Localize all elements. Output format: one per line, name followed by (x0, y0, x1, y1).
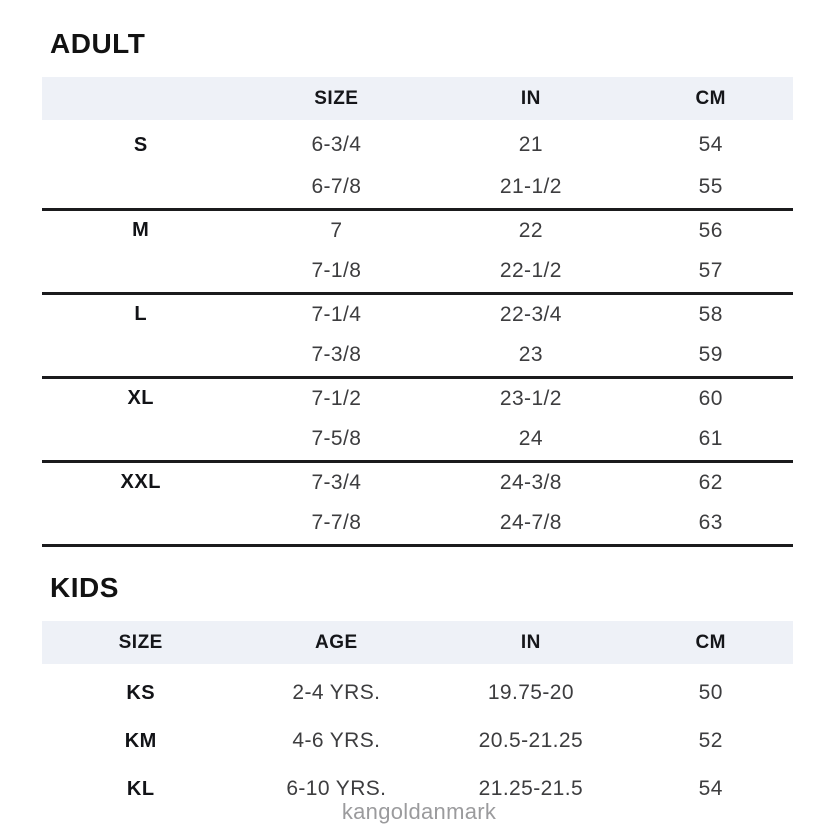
inches-value: 24 (518, 427, 543, 450)
watermark-text: kangoldanmark (341, 799, 497, 824)
table-row-s-1 (42, 124, 793, 166)
table-row-xxl-1 (42, 460, 793, 502)
inches-value: 22-1/2 (499, 259, 562, 282)
kids-section-title: KIDS (50, 572, 119, 603)
cm-value: 50 (698, 681, 723, 704)
hat-size-value: 7-3/8 (311, 343, 362, 366)
inches-value: 22 (518, 218, 543, 242)
inches-value: 21-1/2 (499, 175, 562, 198)
inches-value: 19.75-20 (487, 681, 574, 704)
table-row-m-2 (42, 250, 793, 292)
cm-value: 52 (698, 729, 723, 752)
cm-value: 61 (698, 427, 723, 450)
hat-size-value: 7-5/8 (311, 427, 362, 450)
kids-size-label-kl: KL (126, 777, 155, 800)
size-group-label-s: S (133, 133, 148, 156)
inches-value: 22-3/4 (499, 302, 562, 326)
adult-section-title: ADULT (50, 28, 146, 59)
cm-value: 62 (698, 470, 723, 494)
table-row-m-1 (42, 208, 793, 250)
inches-value: 21 (518, 133, 543, 156)
cm-value: 57 (698, 259, 723, 282)
inches-value: 23-1/2 (499, 386, 562, 410)
kids-table-body (42, 664, 793, 813)
age-value: 4-6 YRS. (292, 729, 381, 752)
size-group-label-m: M (132, 219, 150, 241)
kids-header-size: SIZE (118, 631, 163, 653)
hat-size-value: 6-3/4 (311, 133, 362, 156)
adult-header-in: IN (520, 87, 541, 109)
hat-size-value: 7-3/4 (311, 470, 362, 494)
hat-size-value: 7-7/8 (311, 511, 362, 534)
table-row-l-2 (42, 334, 793, 376)
hat-size-value: 7 (330, 218, 343, 242)
age-value: 6-10 YRS. (286, 777, 387, 800)
table-row-xl-1 (42, 376, 793, 418)
hat-size-value: 7-1/2 (311, 386, 362, 410)
hat-size-value: 6-7/8 (311, 175, 362, 198)
table-row-ks (42, 669, 793, 717)
kids-size-label-ks: KS (126, 681, 156, 704)
cm-value: 59 (698, 343, 723, 366)
adult-header-cm: CM (695, 87, 727, 109)
table-row-km (42, 717, 793, 765)
cm-value: 55 (698, 175, 723, 198)
kids-header-cm: CM (695, 631, 727, 653)
kids-header-in: IN (520, 631, 541, 653)
size-group-label-xxl: XXL (120, 471, 161, 493)
cm-value: 56 (698, 218, 723, 242)
inches-value: 24-3/8 (499, 470, 562, 494)
cm-value: 54 (698, 133, 723, 156)
table-row-xxl-2 (42, 502, 793, 544)
adult-table-header-row (42, 77, 793, 120)
cm-value: 58 (698, 302, 723, 326)
table-row-xl-2 (42, 418, 793, 460)
size-group-label-xl: XL (127, 387, 155, 409)
kids-table-header-row (42, 621, 793, 664)
inches-value: 20.5-21.25 (478, 729, 584, 752)
cm-value: 54 (698, 777, 723, 800)
adult-table-body (42, 120, 793, 544)
inches-value: 21.25-21.5 (478, 777, 584, 800)
kids-header-age: AGE (315, 631, 358, 653)
table-row-l-1 (42, 292, 793, 334)
adult-header-size: SIZE (314, 87, 359, 109)
age-value: 2-4 YRS. (292, 681, 381, 704)
hat-size-value: 7-1/4 (311, 302, 362, 326)
table-row-s-2 (42, 166, 793, 208)
hat-size-value: 7-1/8 (311, 259, 362, 282)
cm-value: 63 (698, 511, 723, 534)
inches-value: 23 (518, 343, 543, 366)
kids-size-table (42, 621, 793, 813)
adult-size-table (42, 77, 793, 547)
inches-value: 24-7/8 (499, 511, 562, 534)
size-group-label-l: L (134, 303, 148, 325)
cm-value: 60 (698, 386, 723, 410)
kids-size-label-km: KM (124, 729, 157, 752)
